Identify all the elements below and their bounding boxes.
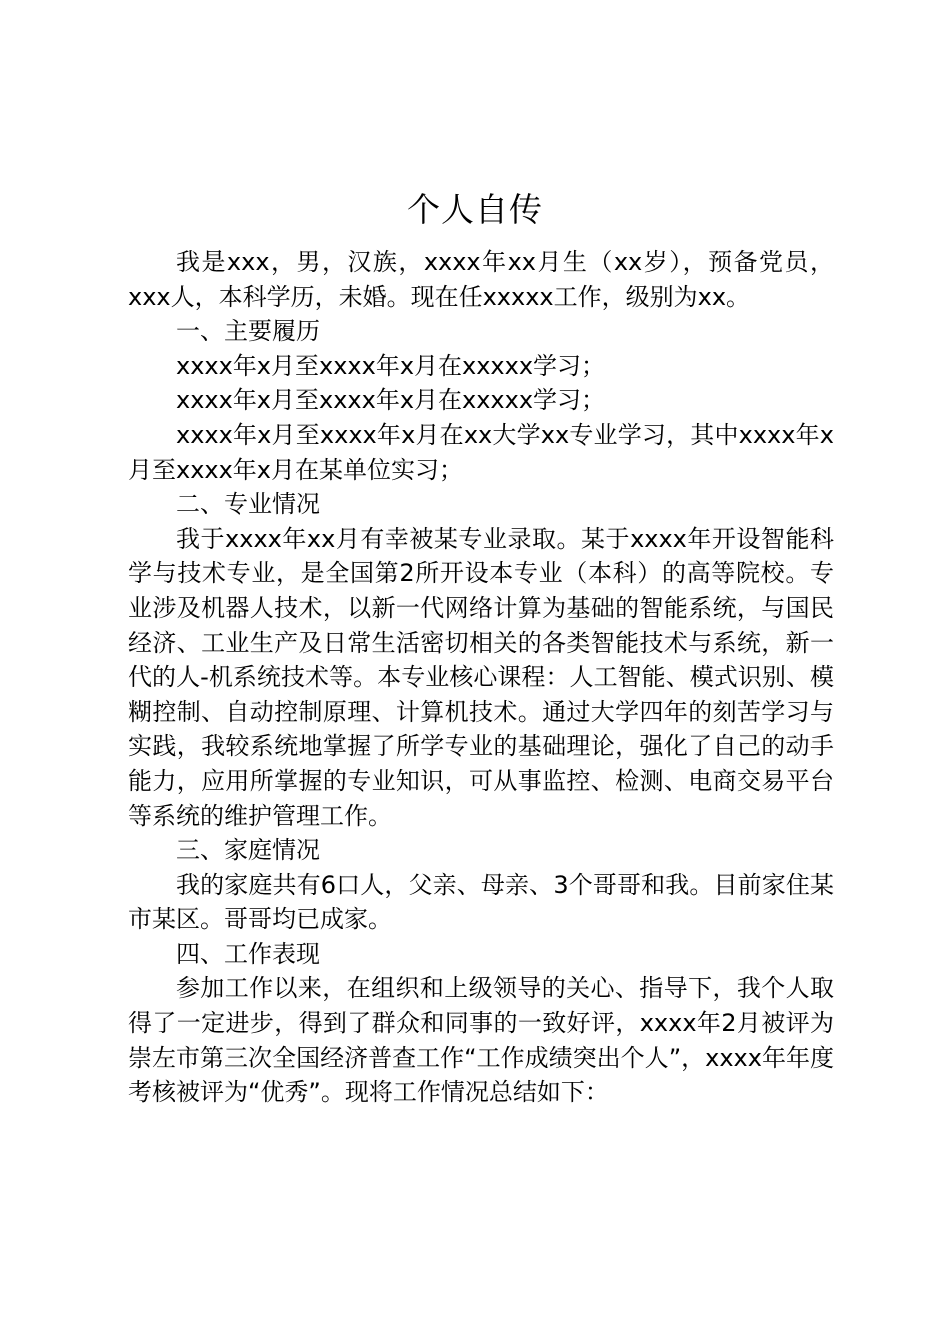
family-paragraph: 我的家庭共有6口人，父亲、母亲、3个哥哥和我。目前家住某市某区。哥哥均已成家。: [128, 870, 834, 934]
section-heading-resume: 一、主要履历: [176, 317, 320, 346]
work-paragraph: 参加工作以来，在组织和上级领导的关心、指导下，我个人取得了一定进步，得到了群众和同事的一致好评，xxxx年2月被评为崇左市第三次全国经济普查工作“工作成绩突出个人”，xxxx年年度考核被评为“优秀”。现将工作情况总结如下：: [128, 974, 834, 1107]
resume-item: xxxx年x月至xxxx年x月在xxxxx学习；: [176, 351, 606, 380]
intro-paragraph: 我是xxx，男，汉族，xxxx年xx月生（xx岁），预备党员，xxx人，本科学历，未婚。现在任xxxxx工作，级别为xx。: [128, 248, 834, 311]
resume-item: xxxx年x月至xxxx年x月在xx大学xx专业学习，其中xxxx年x月至xxxx年x月在某单位实习；: [128, 420, 834, 484]
section-heading-major: 二、专业情况: [176, 490, 320, 519]
major-paragraph: 我于xxxx年xx月有幸被某专业录取。某于xxxx年开设智能科学与技术专业，是全国第2所开设本专业（本科）的高等院校。专业涉及机器人技术，以新一代网络计算为基础的智能系统，与国民经济、工业生产及日常生活密切相关的各类智能技术与系统，新一代的人-机系统技术等。本专业核心课程：人工智能、模式识别、模糊控制、自动控制原理、计算机技术。通过大学四年的刻苦学习与实践，我较系统地掌握了所学专业的基础理论，强化了自己的动手能力，应用所掌握的专业知识，可从事监控、检测、电商交易平台等系统的维护管理工作。: [128, 524, 834, 830]
resume-item: xxxx年x月至xxxx年x月在xxxxx学习；: [176, 386, 606, 415]
document-title: 个人自传: [407, 190, 543, 229]
section-heading-work: 四、工作表现: [176, 939, 320, 968]
section-heading-family: 三、家庭情况: [176, 836, 320, 865]
document-body: [128, 245, 834, 1110]
